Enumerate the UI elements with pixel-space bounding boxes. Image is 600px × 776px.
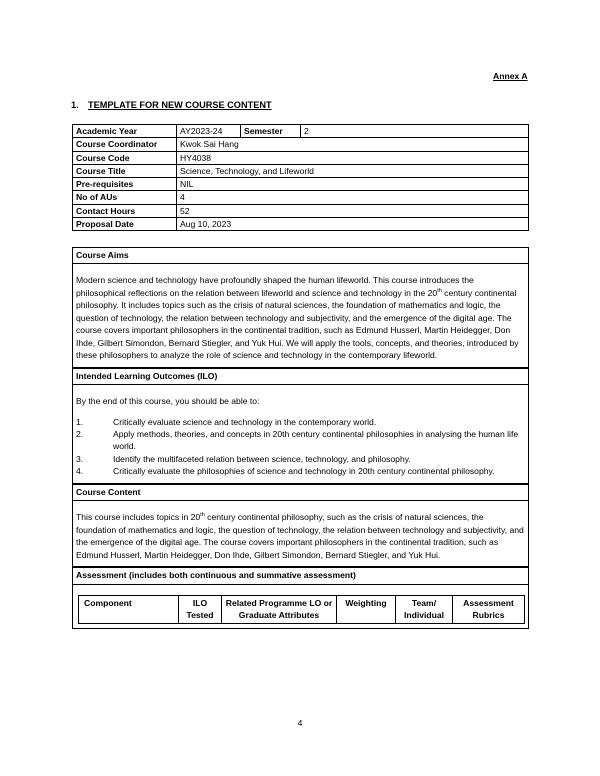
list-number: 3. bbox=[76, 453, 84, 464]
list-text: Apply methods, theories, and concepts in 20th century continental philosophies in analysing the human life world. bbox=[113, 428, 519, 452]
ilo-body bbox=[72, 385, 529, 484]
list-item bbox=[76, 428, 525, 453]
list-number: 4. bbox=[76, 466, 84, 477]
course-aims-text bbox=[76, 274, 525, 361]
list-number: 1. bbox=[76, 416, 84, 427]
annex-label: Annex A bbox=[493, 71, 528, 81]
course-info-table bbox=[72, 124, 529, 231]
row-value: Science, Technology, and Lifeworld bbox=[177, 164, 529, 177]
row-label: Course Code bbox=[73, 151, 177, 164]
row-label: Pre-requisites bbox=[73, 178, 177, 191]
table-row bbox=[73, 191, 529, 204]
row-value: NIL bbox=[177, 178, 529, 191]
row-value: 52 bbox=[177, 204, 529, 217]
section-heading bbox=[71, 99, 272, 112]
superscript: th bbox=[437, 288, 442, 295]
list-item bbox=[76, 453, 525, 465]
text-part: Modern science and technology have profoundly shaped the human lifeworld. This course introduces the philosophical reflections on the relation between lifeworld and science and technology in the 20 bbox=[76, 275, 474, 298]
list-number: 2. bbox=[76, 428, 84, 439]
list-text: Critically evaluate the philosophies of science and technology in 20th century continental philosophy. bbox=[113, 466, 495, 477]
text-part: century continental philosophy. It includes topics such as the crisis of natural sciences, the foundation of mathematics and logic, the question of technology, the relation between technology and subjectivity, and the emergence of the digital age. The course covers important philosophers in the continental tradition, such as Edmund Husserl, Martin Heidegger, Don Ihde, Gilbert Simondon, Bernard Stiegler, and Yuk Hui. We will apply the tools, concepts, and theories, introduced by these philosophers to analyze the role of science and technology in the contemporary lifeworld. bbox=[76, 287, 519, 361]
table-row bbox=[73, 218, 529, 231]
column-header: ILO Tested bbox=[179, 595, 222, 624]
row-value: HY4038 bbox=[177, 151, 529, 164]
table-row bbox=[73, 178, 529, 191]
table-row bbox=[73, 204, 529, 217]
academic-year-value: AY2023-24 bbox=[177, 125, 241, 138]
course-content-heading: Course Content bbox=[72, 484, 529, 501]
semester-label: Semester bbox=[241, 125, 301, 138]
row-value: Kwok Sai Hang bbox=[177, 138, 529, 151]
row-value: Aug 10, 2023 bbox=[177, 218, 529, 231]
column-header: Weighting bbox=[337, 595, 396, 624]
list-text: Critically evaluate science and technology in the contemporary world. bbox=[113, 416, 377, 427]
ilo-heading: Intended Learning Outcomes (ILO) bbox=[72, 368, 529, 385]
row-label: Course Coordinator bbox=[73, 138, 177, 151]
superscript: th bbox=[200, 512, 205, 519]
course-content-body bbox=[72, 501, 529, 567]
row-value: 4 bbox=[177, 191, 529, 204]
column-header: Component bbox=[79, 595, 179, 624]
text-part: This course includes topics in 20 bbox=[76, 512, 201, 523]
assessment-body bbox=[72, 585, 529, 630]
row-label: No of AUs bbox=[73, 191, 177, 204]
text-part: century continental philosophy, such as the crisis of natural sciences, the foundation of mathematics and logic, the question of technology, the relation between technology and subjectivity, and the emergence of the digital age. The course covers important philosophers in the continental tradition, such as Edmund Husserl, Martin Heidegger, Don Ihde, Gilbert Simondon, Bernard Stiegler, and Yuk Hui. bbox=[76, 512, 524, 560]
row-label: Course Title bbox=[73, 164, 177, 177]
row-label: Proposal Date bbox=[73, 218, 177, 231]
row-label: Contact Hours bbox=[73, 204, 177, 217]
table-row bbox=[73, 125, 529, 138]
course-aims-body bbox=[72, 264, 529, 367]
page-number: 4 bbox=[297, 718, 303, 728]
semester-value: 2 bbox=[301, 125, 529, 138]
assessment-table bbox=[78, 595, 525, 625]
table-header-row bbox=[79, 595, 525, 624]
assessment-heading: Assessment (includes both continuous and summative assessment) bbox=[72, 567, 529, 584]
column-header: Related Programme LO or Graduate Attributes bbox=[222, 595, 337, 624]
list-text: Identify the multifaceted relation between science, technology, and philosophy. bbox=[113, 453, 411, 464]
list-item bbox=[76, 416, 525, 428]
heading-number: 1. bbox=[71, 100, 79, 110]
course-sections bbox=[72, 247, 529, 629]
course-aims-heading: Course Aims bbox=[72, 247, 529, 264]
course-content-text bbox=[76, 511, 525, 561]
academic-year-label: Academic Year bbox=[73, 125, 177, 138]
column-header: Assessment Rubrics bbox=[453, 595, 525, 624]
table-row bbox=[73, 138, 529, 151]
table-row bbox=[73, 151, 529, 164]
heading-text: TEMPLATE FOR NEW COURSE CONTENT bbox=[88, 100, 272, 110]
list-item bbox=[76, 465, 525, 477]
ilo-intro: By the end of this course, you should be able to: bbox=[76, 396, 260, 407]
table-row bbox=[73, 164, 529, 177]
column-header: Team/ Individual bbox=[396, 595, 453, 624]
